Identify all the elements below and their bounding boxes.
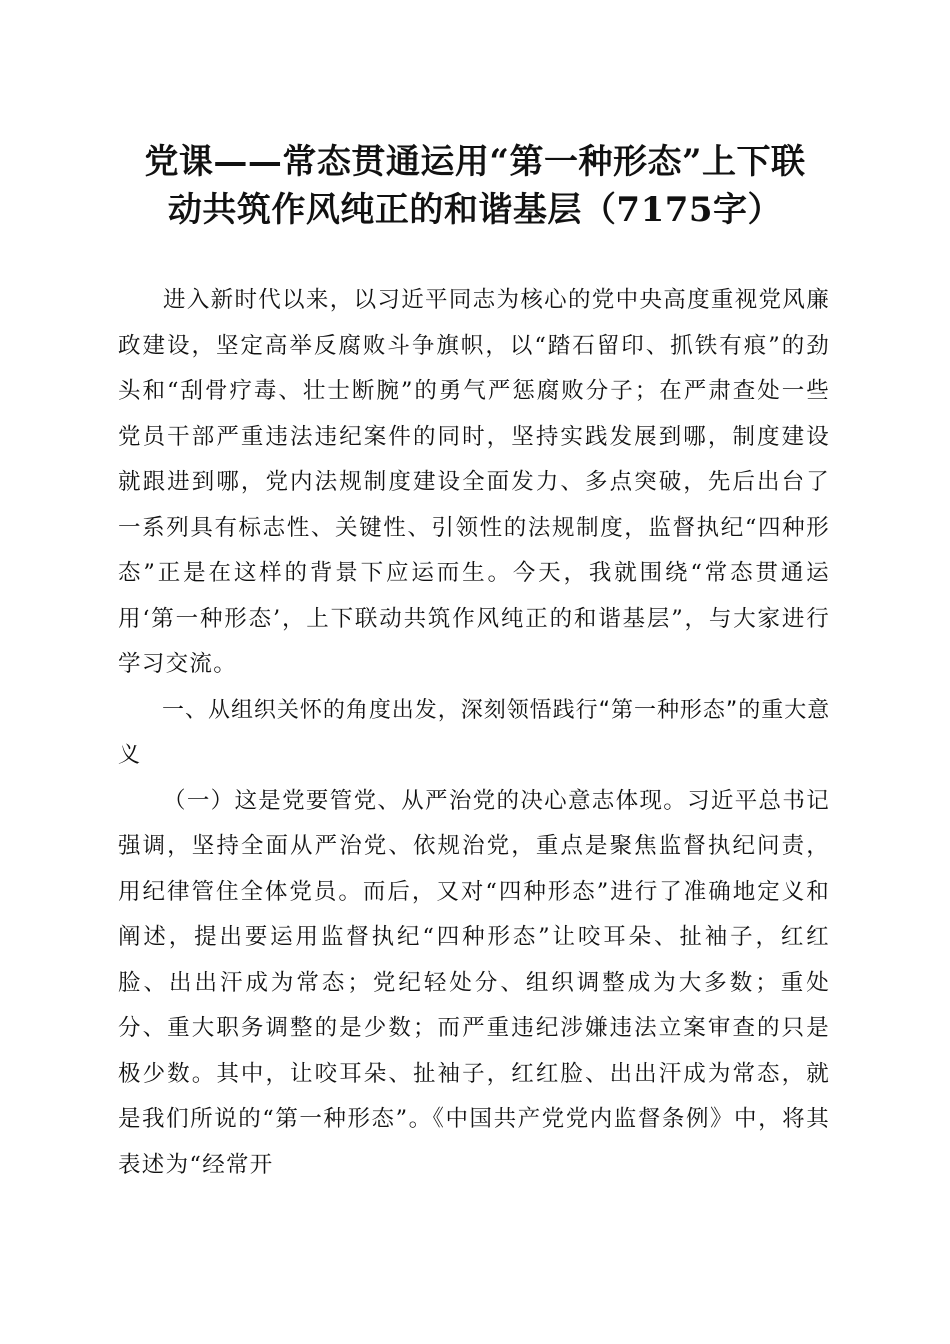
title-line-1: 党课——常态贯通运用“第一种形态”上下联	[144, 142, 806, 182]
section-heading: 一、从组织关怀的角度出发，深刻领悟践行“第一种形态”的重大意义	[118, 697, 830, 768]
document-body	[118, 278, 830, 1188]
intro-paragraph: 进入新时代以来，以习近平同志为核心的党中央高度重视党风廉政建设，坚定高举反腐败斗争旗帜，以“踏石留印、抓铁有痕”的劲头和“刮骨疗毒、壮士断腕”的勇气严惩腐败分子；在严肃查处一些党员干部严重违法违纪案件的同时，坚持实践发展到哪，制度建设就跟进到哪，党内法规制度建设全面发力、多点突破，先后出台了一系列具有标志性、关键性、引领性的法规制度，监督执纪“四种形态”正是在这样的背景下应运而生。今天，我就围绕“常态贯通运用‘第一种形态’，上下联动共筑作风纯正的和谐基层”，与大家进行学习交流。	[118, 287, 830, 677]
document-title	[100, 138, 850, 234]
title-line-2: 动共筑作风纯正的和谐基层（7175字）	[167, 190, 783, 230]
subsection-paragraph: （一）这是党要管党、从严治党的决心意志体现。习近平总书记强调，坚持全面从严治党、依规治党，重点是聚焦监督执纪问责，用纪律管住全体党员。而后，又对“四种形态”进行了准确地定义和阐述，提出要运用监督执纪“四种形态”让咬耳朵、扯袖子，红红脸、出出汗成为常态；党纪轻处分、组织调整成为大多数；重处分、重大职务调整的是少数；而严重违纪涉嫌违法立案审查的只是极少数。其中，让咬耳朵、扯袖子，红红脸、出出汗成为常态，就是我们所说的“第一种形态”。《中国共产党党内监督条例》中，将其表述为“经常开	[118, 787, 830, 1178]
